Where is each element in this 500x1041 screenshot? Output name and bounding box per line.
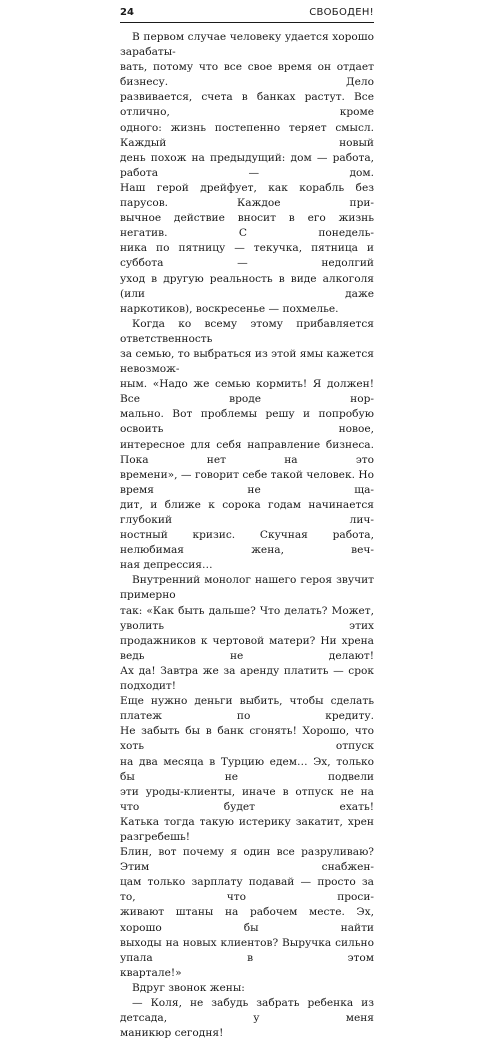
text-line: Вдруг звонок жены: bbox=[132, 981, 245, 994]
text-line: ника по пятницу — текучка, пятница и суббота — недолгий bbox=[120, 242, 374, 270]
text-line: мально. Вот проблемы решу и попробую освоить новое, bbox=[120, 408, 374, 436]
text-line: цам только зарплату подавай — просто за то, что проси- bbox=[120, 876, 374, 904]
text-line: так: «Как быть дальше? Что делать? Может, уволить этих bbox=[120, 604, 374, 632]
text-line: дит, и ближе к сорока годам начинается глубокий лич- bbox=[120, 498, 374, 526]
header-rule bbox=[120, 22, 374, 23]
text-line: Катька тогда такую истерику закатит, хрен разгребешь! bbox=[120, 815, 374, 843]
text-line: продажников к чертовой матери? Ни хрена ведь не делают! bbox=[120, 634, 374, 662]
text-line: времени», — говорит себе такой человек. Но время не ща- bbox=[120, 468, 374, 496]
text-line: ностный кризис. Скучная работа, нелюбимая жена, веч- bbox=[120, 529, 374, 557]
text-line: за семью, то выбраться из этой ямы кажется невозмож- bbox=[120, 347, 374, 376]
text-line: вычное действие вносит в его жизнь негатив. С понедель- bbox=[120, 212, 374, 240]
text-line: Когда ко всему этому прибавляется ответственность bbox=[120, 317, 374, 345]
text-line: Внутренний монолог нашего героя звучит примерно bbox=[120, 574, 374, 602]
text-line: ным. «Надо же семью кормить! Я должен! Все вроде нор- bbox=[120, 378, 374, 406]
text-line: маникюр сегодня! bbox=[120, 1027, 224, 1040]
page-number: 24 bbox=[120, 7, 134, 18]
text-line: Ах да! Завтра же за аренду платить — срок подходит! bbox=[120, 664, 374, 693]
text-line: выходы на новых клиентов? Выручка сильно упала в этом bbox=[120, 936, 374, 964]
running-title: СВОБОДЕН! bbox=[309, 7, 374, 18]
text-line: наркотиков), воскресенье — похмелье. bbox=[120, 302, 339, 315]
text-line: интересное для себя направление бизнеса. Пока нет на это bbox=[120, 438, 374, 466]
text-line: эти уроды-клиенты, иначе в отпуск не на что будет ехать! bbox=[120, 785, 374, 813]
text-line: Еще нужно деньги выбить, чтобы сделать платеж по кредиту. bbox=[120, 695, 374, 723]
text-line: развивается, счета в банках растут. Все отлично, кроме bbox=[120, 91, 374, 119]
text-line: на два месяца в Турцию едем… Эх, только бы не подвели bbox=[120, 755, 374, 783]
text-line: уход в другую реальность в виде алкоголя (или даже bbox=[120, 272, 374, 300]
text-line: живают штаны на рабочем месте. Эх, хорошо бы найти bbox=[120, 906, 374, 934]
text-line: день похож на предыдущий: дом — работа, работа — дом. bbox=[120, 151, 374, 179]
text-line: одного: жизнь постепенно теряет смысл. Каждый новый bbox=[120, 121, 374, 149]
body-text bbox=[120, 30, 374, 1041]
text-line: вать, потому что все свое время он отдает бизнесу. Дело bbox=[120, 61, 374, 89]
text-line: Не забыть бы в банк сгонять! Хорошо, что хоть отпуск bbox=[120, 725, 374, 753]
text-line: В первом случае человеку удается хорошо зарабаты- bbox=[120, 31, 374, 59]
running-head bbox=[120, 6, 374, 20]
text-line: Наш герой дрейфует, как корабль без парусов. Каждое при- bbox=[120, 181, 374, 210]
text-line: — Коля, не забудь забрать ребенка из детсада, у меня bbox=[120, 997, 374, 1025]
text-line: ная депрессия… bbox=[120, 559, 213, 572]
text-line: Блин, вот почему я один все разруливаю? Этим снабжен- bbox=[120, 846, 374, 874]
text-line: квартале!» bbox=[120, 966, 182, 979]
